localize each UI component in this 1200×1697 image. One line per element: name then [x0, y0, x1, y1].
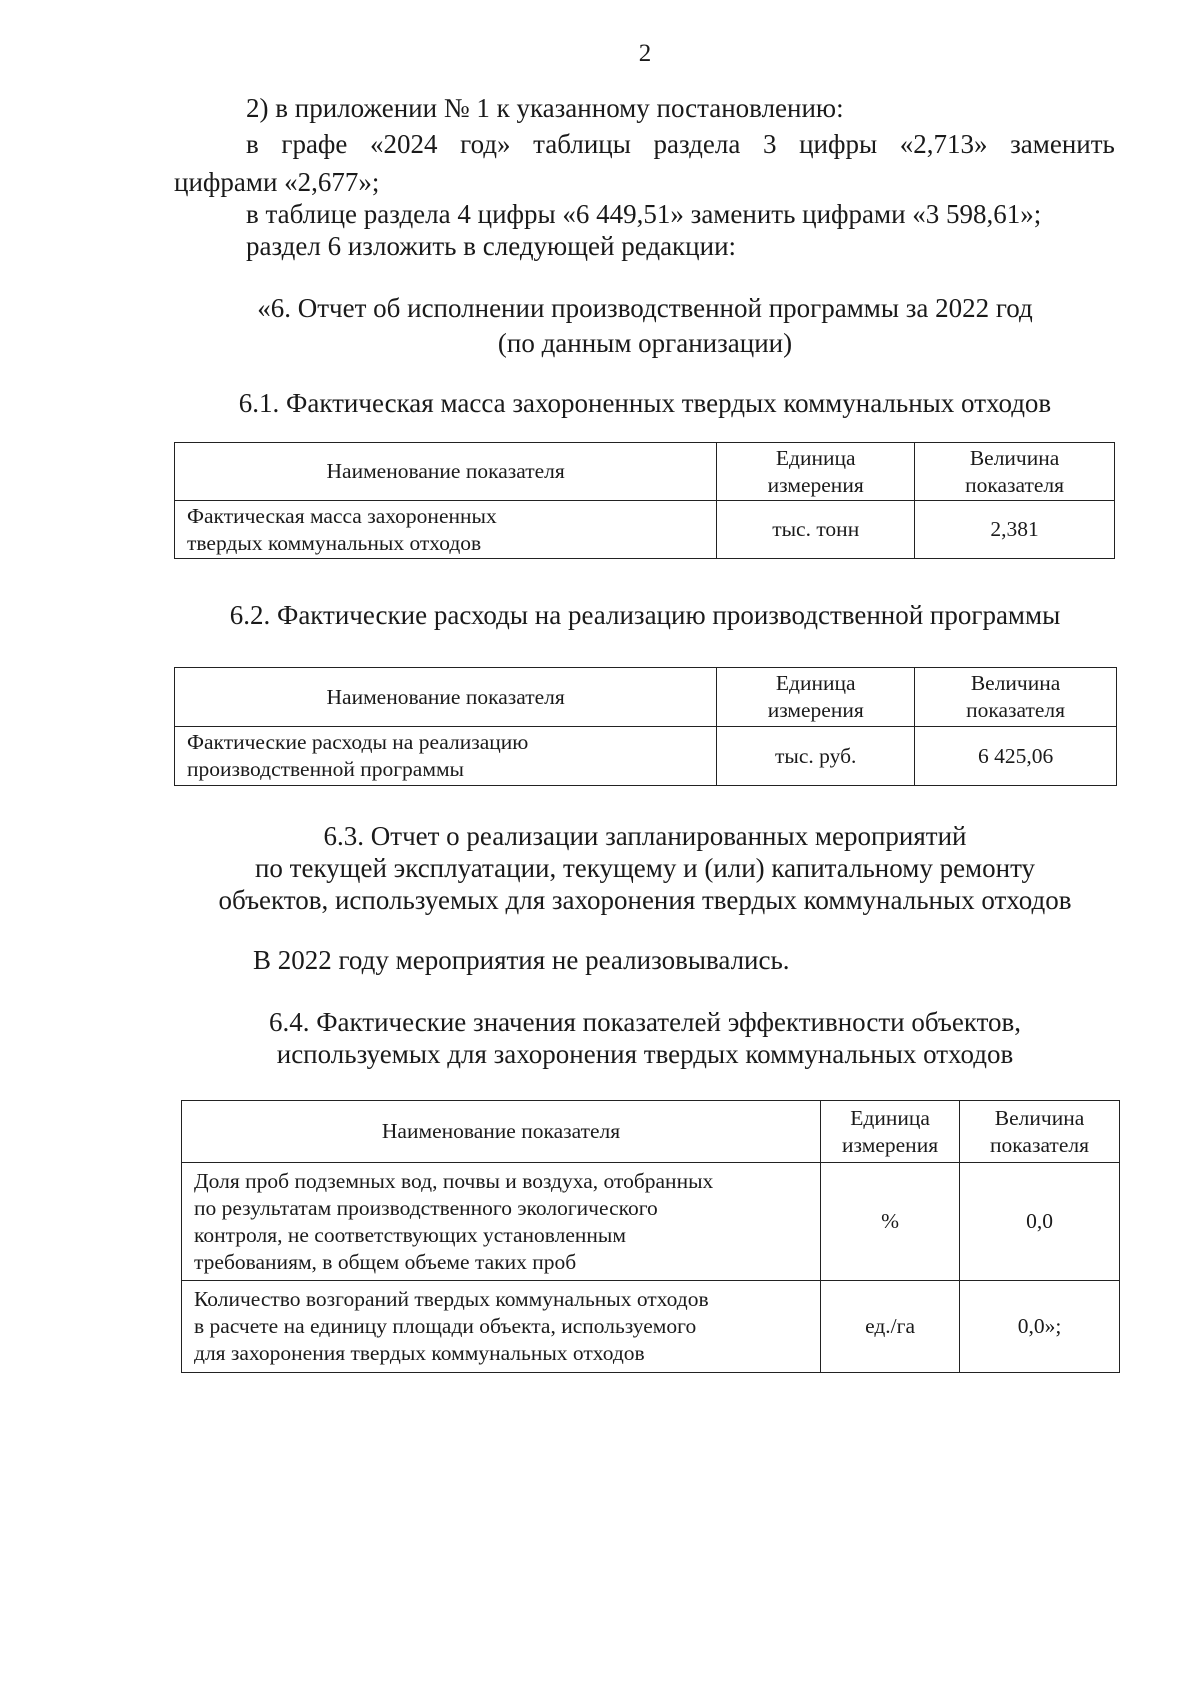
table-row	[175, 727, 1117, 786]
section-6-3-title-line-2: по текущей эксплуатации, текущему и (или) капитальному ремонту	[254, 853, 1036, 883]
row-unit: ед./га	[821, 1281, 960, 1373]
page-number: 2	[638, 40, 652, 67]
row-unit: %	[821, 1163, 960, 1281]
row-unit: тыс. руб.	[717, 727, 915, 786]
row-name-line: в расчете на единицу площади объекта, используемого	[194, 1314, 697, 1338]
header-name: Наименование показателя	[182, 1101, 821, 1163]
intro-word: таблицы	[533, 129, 631, 159]
row-name-line: требованиям, в общем объеме таких проб	[194, 1249, 577, 1274]
row-name	[175, 727, 717, 786]
row-value: 0,0	[960, 1163, 1120, 1281]
header-value-line-2: показателя	[965, 472, 1065, 497]
section-6-4-title-line-2: используемых для захоронения твердых коммунальных отходов	[276, 1039, 1014, 1069]
intro-word: «2,713»	[899, 129, 988, 159]
header-name: Наименование показателя	[175, 443, 717, 501]
table-header-row	[182, 1101, 1120, 1163]
section-6-title-line-2: (по данным организации)	[497, 328, 793, 358]
intro-line-3: цифрами «2,677»;	[174, 167, 380, 197]
row-value: 0,0»;	[960, 1281, 1120, 1373]
header-value	[960, 1101, 1120, 1163]
header-value	[915, 668, 1117, 727]
header-value	[915, 443, 1115, 501]
table-6-1	[174, 442, 1115, 559]
row-name-line: твердых коммунальных отходов	[187, 530, 482, 555]
intro-line-2	[246, 126, 1115, 162]
intro-word: год»	[460, 129, 511, 159]
table-header-row	[175, 668, 1117, 727]
section-6-3-body: В 2022 году мероприятия не реализовывались.	[253, 945, 790, 975]
header-value-line-2: показателя	[990, 1132, 1089, 1157]
header-value-line-2: показателя	[966, 698, 1066, 722]
row-name-line: Фактическая масса захороненных	[187, 503, 497, 528]
header-unit	[717, 443, 915, 501]
header-unit-line-1: Единица	[850, 1105, 930, 1130]
section-6-title-line-1: «6. Отчет об исполнении производственной программы за 2022 год	[257, 293, 1033, 323]
row-name-line: Доля проб подземных вод, почвы и воздуха, отобранных	[194, 1168, 714, 1193]
section-6-1-title: 6.1. Фактическая масса захороненных твердых коммунальных отходов	[238, 388, 1052, 418]
row-name-line: контроля, не соответствующих установленным	[194, 1222, 626, 1247]
header-name: Наименование показателя	[175, 668, 717, 727]
header-value-line-1: Величина	[969, 445, 1060, 470]
table-row	[182, 1281, 1120, 1373]
header-unit-line-2: измерения	[767, 472, 864, 497]
table-row	[175, 501, 1115, 559]
intro-word: заменить	[1010, 129, 1115, 159]
intro-word: раздела	[653, 129, 741, 159]
header-unit-line-1: Единица	[775, 445, 856, 470]
row-value: 2,381	[915, 501, 1115, 559]
header-value-line-1: Величина	[994, 1105, 1085, 1130]
row-name-line: производственной программы	[187, 757, 465, 781]
row-value: 6 425,06	[915, 727, 1117, 786]
section-6-3-title-line-3: объектов, используемых для захоронения твердых коммунальных отходов	[218, 885, 1072, 915]
table-6-2	[174, 667, 1117, 786]
table-6-4	[181, 1100, 1120, 1373]
intro-word: «2024	[370, 129, 438, 159]
intro-line-1: 2) в приложении № 1 к указанному постановлению:	[246, 93, 844, 123]
row-name	[175, 501, 717, 559]
intro-line-4: в таблице раздела 4 цифры «6 449,51» заменить цифрами «3 598,61»;	[246, 199, 1042, 229]
header-value-line-1: Величина	[970, 671, 1061, 695]
table-header-row	[175, 443, 1115, 501]
row-name-line: Количество возгораний твердых коммунальных отходов	[194, 1287, 709, 1311]
row-unit: тыс. тонн	[717, 501, 915, 559]
table-row	[182, 1163, 1120, 1281]
header-unit	[717, 668, 915, 727]
section-6-2-title: 6.2. Фактические расходы на реализацию производственной программы	[229, 600, 1061, 630]
row-name	[182, 1281, 821, 1373]
intro-word: 3	[762, 129, 777, 159]
header-unit-line-2: измерения	[842, 1132, 939, 1157]
row-name	[182, 1163, 821, 1281]
header-unit	[821, 1101, 960, 1163]
section-6-4-title-line-1: 6.4. Фактические значения показателей эффективности объектов,	[268, 1007, 1022, 1037]
intro-line-5: раздел 6 изложить в следующей редакции:	[246, 231, 737, 261]
header-unit-line-2: измерения	[767, 698, 864, 722]
row-name-line: для захоронения твердых коммунальных отходов	[194, 1341, 645, 1365]
intro-word: графе	[281, 129, 348, 159]
section-6-3-title-line-1: 6.3. Отчет о реализации запланированных мероприятий	[323, 821, 967, 851]
intro-word: в	[246, 129, 259, 159]
header-unit-line-1: Единица	[775, 671, 856, 695]
intro-word: цифры	[799, 129, 878, 159]
row-name-line: по результатам производственного экологического	[194, 1195, 658, 1220]
row-name-line: Фактические расходы на реализацию	[187, 730, 529, 754]
